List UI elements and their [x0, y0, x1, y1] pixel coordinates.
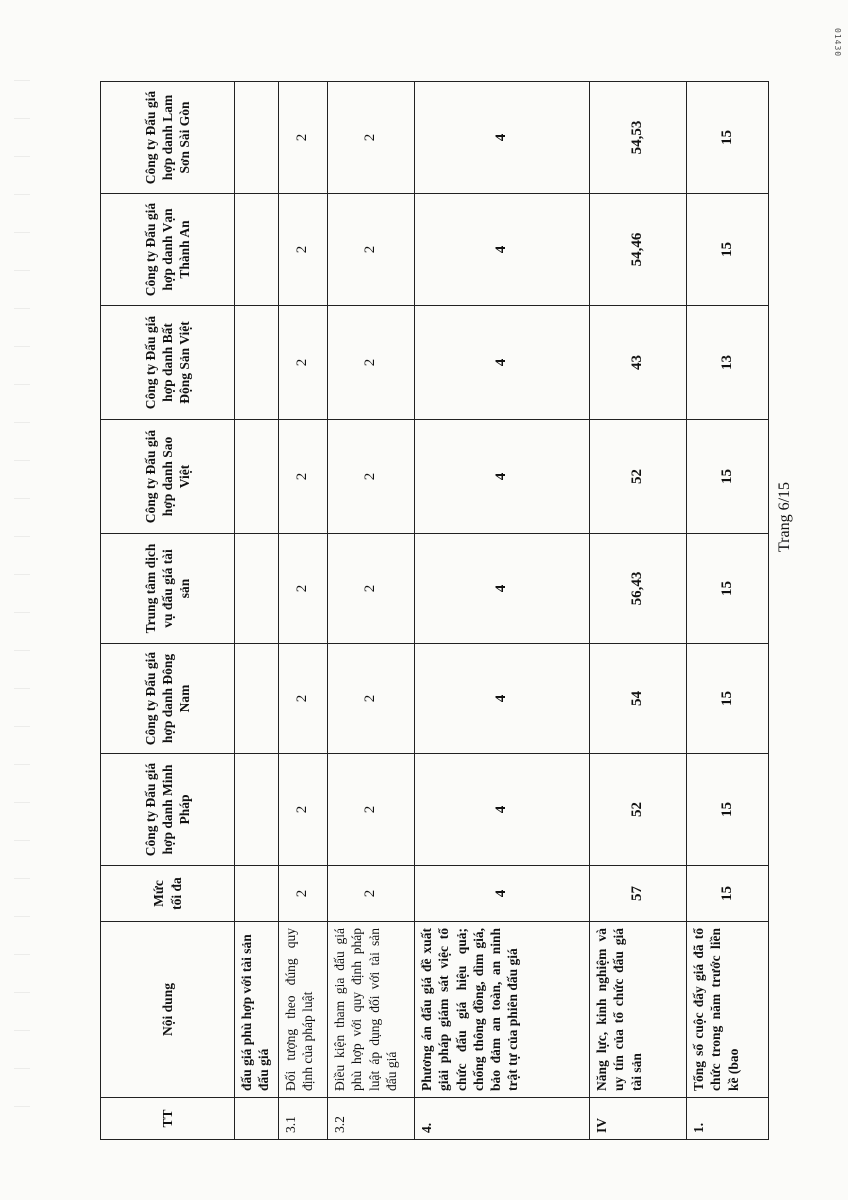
- row-value: 2: [279, 306, 328, 420]
- row-value: [235, 194, 279, 306]
- table-row: [687, 82, 769, 1140]
- row-max: [235, 866, 279, 922]
- header-tt: TT: [101, 1098, 235, 1140]
- row-value: 2: [279, 534, 328, 644]
- row-value: 2: [328, 194, 415, 306]
- table-row: [235, 82, 279, 1140]
- evaluation-table: [100, 81, 769, 1140]
- table-row: [279, 82, 328, 1140]
- row-tt: 3.2: [328, 1098, 415, 1140]
- row-value: 52: [590, 754, 687, 866]
- row-value: 4: [415, 754, 590, 866]
- header-org-sao-viet: Công ty Đấu giá hợp danh Sao Việt: [101, 420, 235, 534]
- row-value: 52: [590, 420, 687, 534]
- page-number-footer: Trang 6/15: [776, 481, 793, 553]
- table-row: [328, 82, 415, 1140]
- row-value: 2: [279, 644, 328, 754]
- row-value: [235, 754, 279, 866]
- header-org-bds-viet: Công ty Đấu giá hợp danh Bất Động Sản Việt: [101, 306, 235, 420]
- row-value: 4: [415, 82, 590, 194]
- row-value: [235, 420, 279, 534]
- header-org-dong-nam: Công ty Đấu giá hợp danh Đông Nam: [101, 644, 235, 754]
- row-content: Năng lực, kinh nghiệm và uy tín của tổ chức đấu giá tài sản: [590, 922, 687, 1098]
- row-tt: 4.: [415, 1098, 590, 1140]
- row-max: 2: [328, 866, 415, 922]
- row-value: 56,43: [590, 534, 687, 644]
- row-content: Phương án đấu giá đề xuất giải pháp giám sát việc tổ chức đấu giá hiệu quả; chống thông đồng, dìm giá, bảo đảm an toàn, an ninh trật tự của phiên đấu giá: [415, 922, 590, 1098]
- row-value: [235, 534, 279, 644]
- row-value: 4: [415, 194, 590, 306]
- row-value: 2: [328, 754, 415, 866]
- row-tt: [235, 1098, 279, 1140]
- row-content: Điều kiện tham gia đấu giá phù hợp với quy định pháp luật áp dụng đối với tài sản đấu giá: [328, 922, 415, 1098]
- row-value: 4: [415, 306, 590, 420]
- row-content: Tổng số cuộc đấy giá đã tổ chức trong năm trước liền kề (bao: [687, 922, 769, 1098]
- row-value: 2: [328, 82, 415, 194]
- row-value: 2: [279, 82, 328, 194]
- row-value: 2: [279, 194, 328, 306]
- header-content: Nội dung: [101, 922, 235, 1098]
- row-value: [235, 644, 279, 754]
- row-value: 4: [415, 644, 590, 754]
- row-value: 2: [328, 644, 415, 754]
- row-tt: IV: [590, 1098, 687, 1140]
- row-value: 2: [279, 754, 328, 866]
- row-max: 15: [687, 866, 769, 922]
- row-value: 54,46: [590, 194, 687, 306]
- row-content: Đối tượng theo đúng quy định của pháp luật: [279, 922, 328, 1098]
- row-value: 15: [687, 534, 769, 644]
- table-row: [590, 82, 687, 1140]
- header-row: [101, 82, 235, 1140]
- row-value: 15: [687, 754, 769, 866]
- row-value: 2: [328, 534, 415, 644]
- row-value: 4: [415, 420, 590, 534]
- header-org-trung-tam: Trung tâm dịch vụ đấu giá tài sản: [101, 534, 235, 644]
- row-value: 54,53: [590, 82, 687, 194]
- header-org-minh-phap: Công ty Đấu giá hợp danh Minh Pháp: [101, 754, 235, 866]
- row-value: 43: [590, 306, 687, 420]
- row-max: 2: [279, 866, 328, 922]
- scan-margin-artifact: [14, 80, 30, 1120]
- row-value: 54: [590, 644, 687, 754]
- document-stamp-code: 01430: [833, 28, 842, 58]
- row-value: 15: [687, 82, 769, 194]
- row-value: 2: [279, 420, 328, 534]
- header-org-lam-son: Công ty Đấu giá hợp danh Lam Sơn Sài Gòn: [101, 82, 235, 194]
- table-row: [415, 82, 590, 1140]
- row-value: 2: [328, 420, 415, 534]
- row-value: 13: [687, 306, 769, 420]
- row-value: [235, 82, 279, 194]
- row-value: [235, 306, 279, 420]
- row-content: đấu giá phù hợp với tài sản đấu giá: [235, 922, 279, 1098]
- row-tt: 3.1: [279, 1098, 328, 1140]
- rotated-page-content: [100, 82, 768, 1140]
- row-max: 4: [415, 866, 590, 922]
- row-value: 15: [687, 194, 769, 306]
- row-value: 15: [687, 644, 769, 754]
- header-org-van-thanh-an: Công ty Đấu giá hợp danh Vạn Thành An: [101, 194, 235, 306]
- row-value: 15: [687, 420, 769, 534]
- row-tt: 1.: [687, 1098, 769, 1140]
- row-max: 57: [590, 866, 687, 922]
- header-max-score: Mức tối đa: [101, 866, 235, 922]
- row-value: 2: [328, 306, 415, 420]
- row-value: 4: [415, 534, 590, 644]
